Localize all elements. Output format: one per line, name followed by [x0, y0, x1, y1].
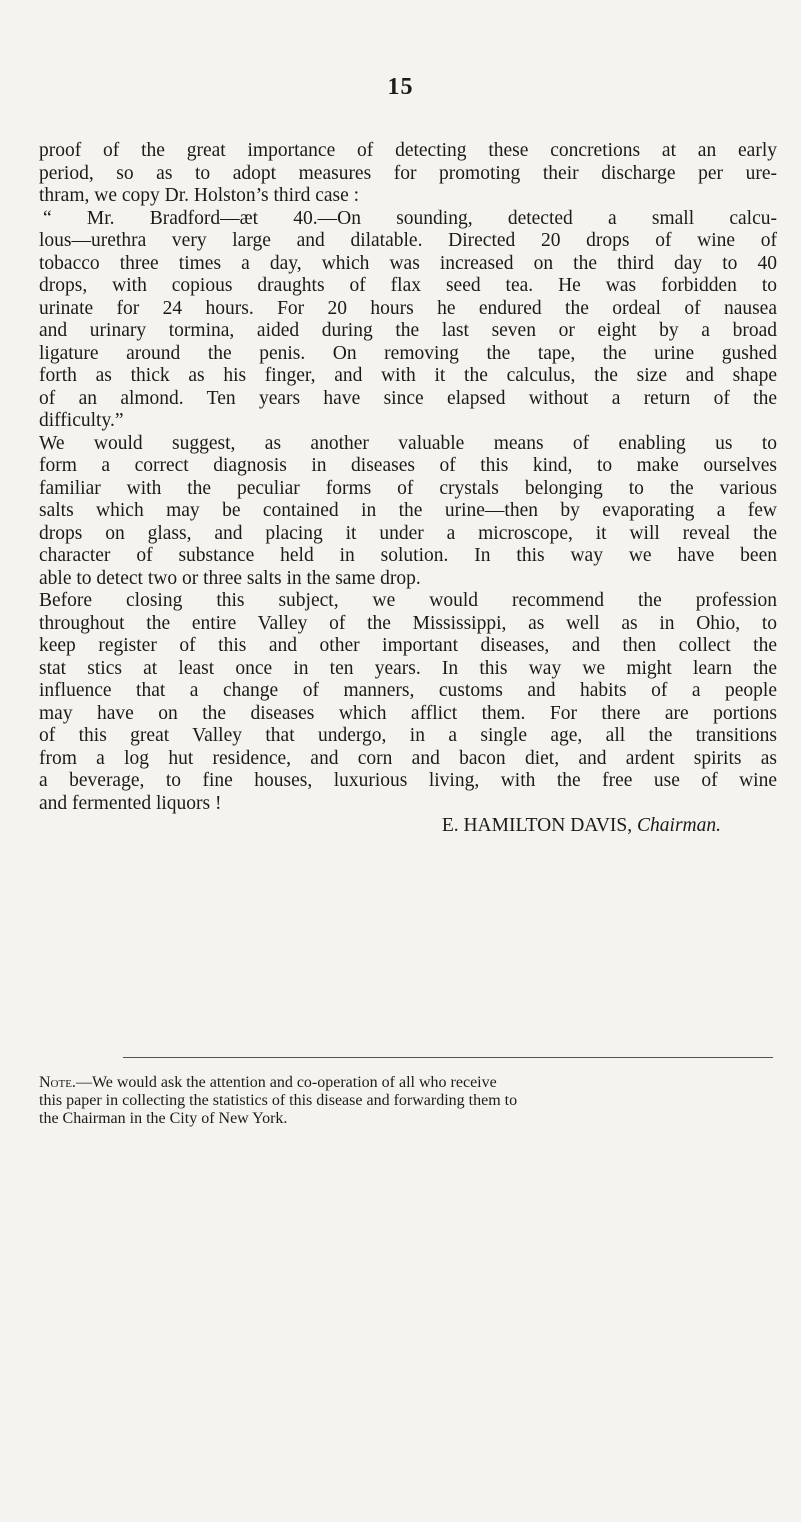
signature-title: Chairman. — [637, 815, 721, 836]
text-line: stat stics at least once in ten years. In this way we might learn the — [39, 657, 777, 679]
text-line: a beverage, to fine houses, luxurious living, with the free use of wine — [39, 770, 777, 791]
text-line: Before closing this subject, we would recommend the profession — [39, 590, 777, 611]
text-line: salts which may be contained in the urine—then by evaporating a few — [39, 500, 777, 521]
text-line: difficulty.” — [39, 410, 124, 431]
text-line: keep register of this and other important diseases, and then collect the — [39, 635, 777, 656]
text-line: and urinary tormina, aided during the last seven or eight by a broad — [39, 320, 777, 341]
text-line: proof of the great importance of detecting these concretions at an early — [39, 140, 777, 161]
text-line: forth as thick as his finger, and with it the calculus, the size and shape — [39, 365, 777, 386]
text-line: lous—urethra very large and dilatable. Directed 20 drops of wine of — [39, 230, 777, 251]
footnote-line: this paper in collecting the statistics of this disease and forwarding them to — [39, 1092, 518, 1109]
text-line: drops on glass, and placing it under a microscope, it will reveal the — [39, 522, 777, 544]
signature-name: E. HAMILTON DAVIS, — [441, 815, 633, 836]
text-line: influence that a change of manners, customs and habits of a people — [39, 680, 777, 701]
text-line: period, so as to adopt measures for promoting their discharge per ure- — [39, 162, 777, 184]
text-line: character of substance held in solution. In this way we have been — [39, 545, 777, 566]
text-line: may have on the diseases which afflict them. For there are portions — [39, 702, 777, 724]
divider — [123, 1057, 773, 1058]
text-line: We would suggest, as another valuable means of enabling us to — [39, 432, 777, 454]
text-line: urinate for 24 hours. For 20 hours he endured the ordeal of nausea — [39, 297, 777, 319]
text-line: able to detect two or three salts in the same drop. — [39, 567, 421, 589]
text-line: from a log hut residence, and corn and bacon diet, and ardent spirits as — [39, 747, 777, 769]
footnote-line: the Chairman in the City of New York. — [39, 1110, 288, 1127]
text-line: thram, we copy Dr. Holston’s third case : — [39, 185, 360, 206]
text-line: and fermented liquors ! — [39, 792, 222, 814]
text-line: throughout the entire Valley of the Mississippi, as well as in Ohio, to — [39, 612, 777, 634]
text-line: of an almond. Ten years have since elapsed without a return of the — [39, 387, 777, 409]
page-number: 15 — [387, 74, 414, 100]
text-line: drops, with copious draughts of flax seed tea. He was forbidden to — [39, 275, 777, 296]
body-text — [39, 140, 777, 838]
text-line: form a correct diagnosis in diseases of this kind, to make ourselves — [39, 455, 777, 476]
footnote — [39, 1074, 777, 1128]
text-line: familiar with the peculiar forms of crystals belonging to the various — [39, 477, 777, 499]
text-line: of this great Valley that undergo, in a single age, all the transitions — [39, 725, 777, 746]
note-label: Note. — [39, 1074, 76, 1091]
text-line: “ Mr. Bradford—æt 40.—On sounding, detected a small calcu- — [43, 207, 777, 229]
text-line: ligature around the penis. On removing the tape, the urine gushed — [39, 342, 777, 364]
text-line: tobacco three times a day, which was increased on the third day to 40 — [39, 252, 777, 274]
footnote-line: Note.—We would ask the attention and co-operation of all who receive — [39, 1074, 497, 1091]
signature — [39, 815, 777, 838]
